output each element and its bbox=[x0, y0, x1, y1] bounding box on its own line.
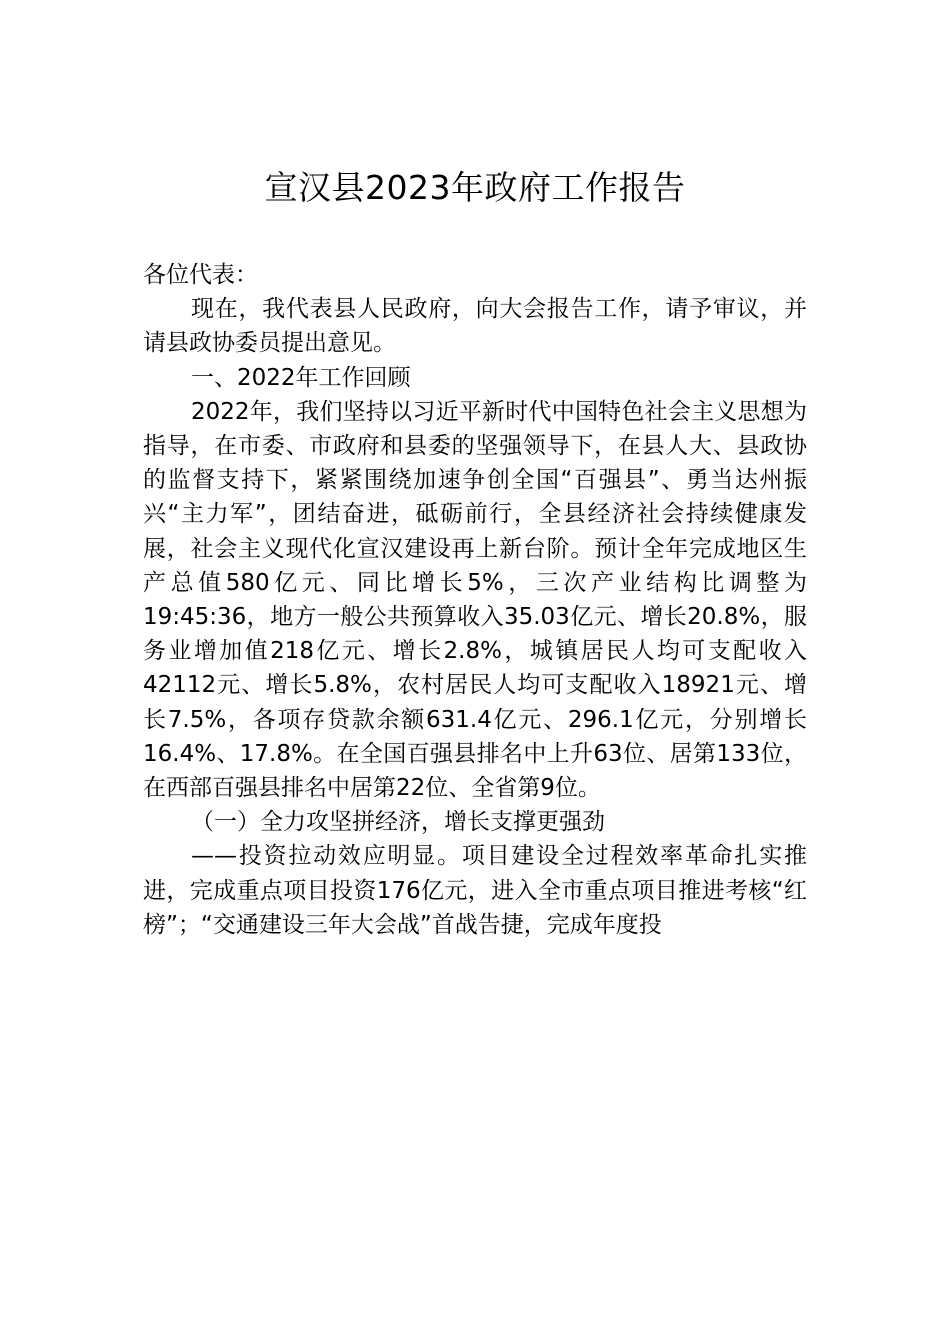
summary-paragraph: 2022年，我们坚持以习近平新时代中国特色社会主义思想为指导，在市委、市政府和县委的坚强领导下，在县人大、县政协的监督支持下，紧紧围绕加速争创全国“百强县”、勇当达州振兴“主力军”，团结奋进，砥砺前行，全县经济社会持续健康发展，社会主义现代化宣汉建设再上新台阶。预计全年完成地区生产总值580亿元、同比增长5%，三次产业结构比调整为19:45:36，地方一般公共预算收入35.03亿元、增长20.8%，服务业增加值218亿元、增长2.8%，城镇居民人均可支配收入42112元、增长5.8%，农村居民人均可支配收入18921元、增长7.5%，各项存贷款余额631.4亿元、296.1亿元，分别增长16.4%、17.8%。在全国百强县排名中上升63位、居第133位，在西部百强县排名中居第22位、全省第9位。 bbox=[143, 398, 807, 802]
section-heading-review: 一、2022年工作回顾 bbox=[191, 364, 411, 391]
opening-paragraph: 现在，我代表县人民政府，向大会报告工作，请予审议，并请县政协委员提出意见。 bbox=[143, 296, 807, 357]
salutation: 各位代表： bbox=[143, 262, 258, 288]
investment-paragraph: ——投资拉动效应明显。项目建设全过程效率革命扎实推进，完成重点项目投资176亿元，进入全市重点项目推进考核“红榜”；“交通建设三年大会战”首战告捷，完成年度投 bbox=[143, 843, 807, 938]
subsection-heading-economy: （一）全力攻坚拼经济，增长支撑更强劲 bbox=[191, 809, 605, 836]
document-body bbox=[143, 258, 807, 942]
document-title: 宣汉县2023年政府工作报告 bbox=[264, 168, 686, 207]
